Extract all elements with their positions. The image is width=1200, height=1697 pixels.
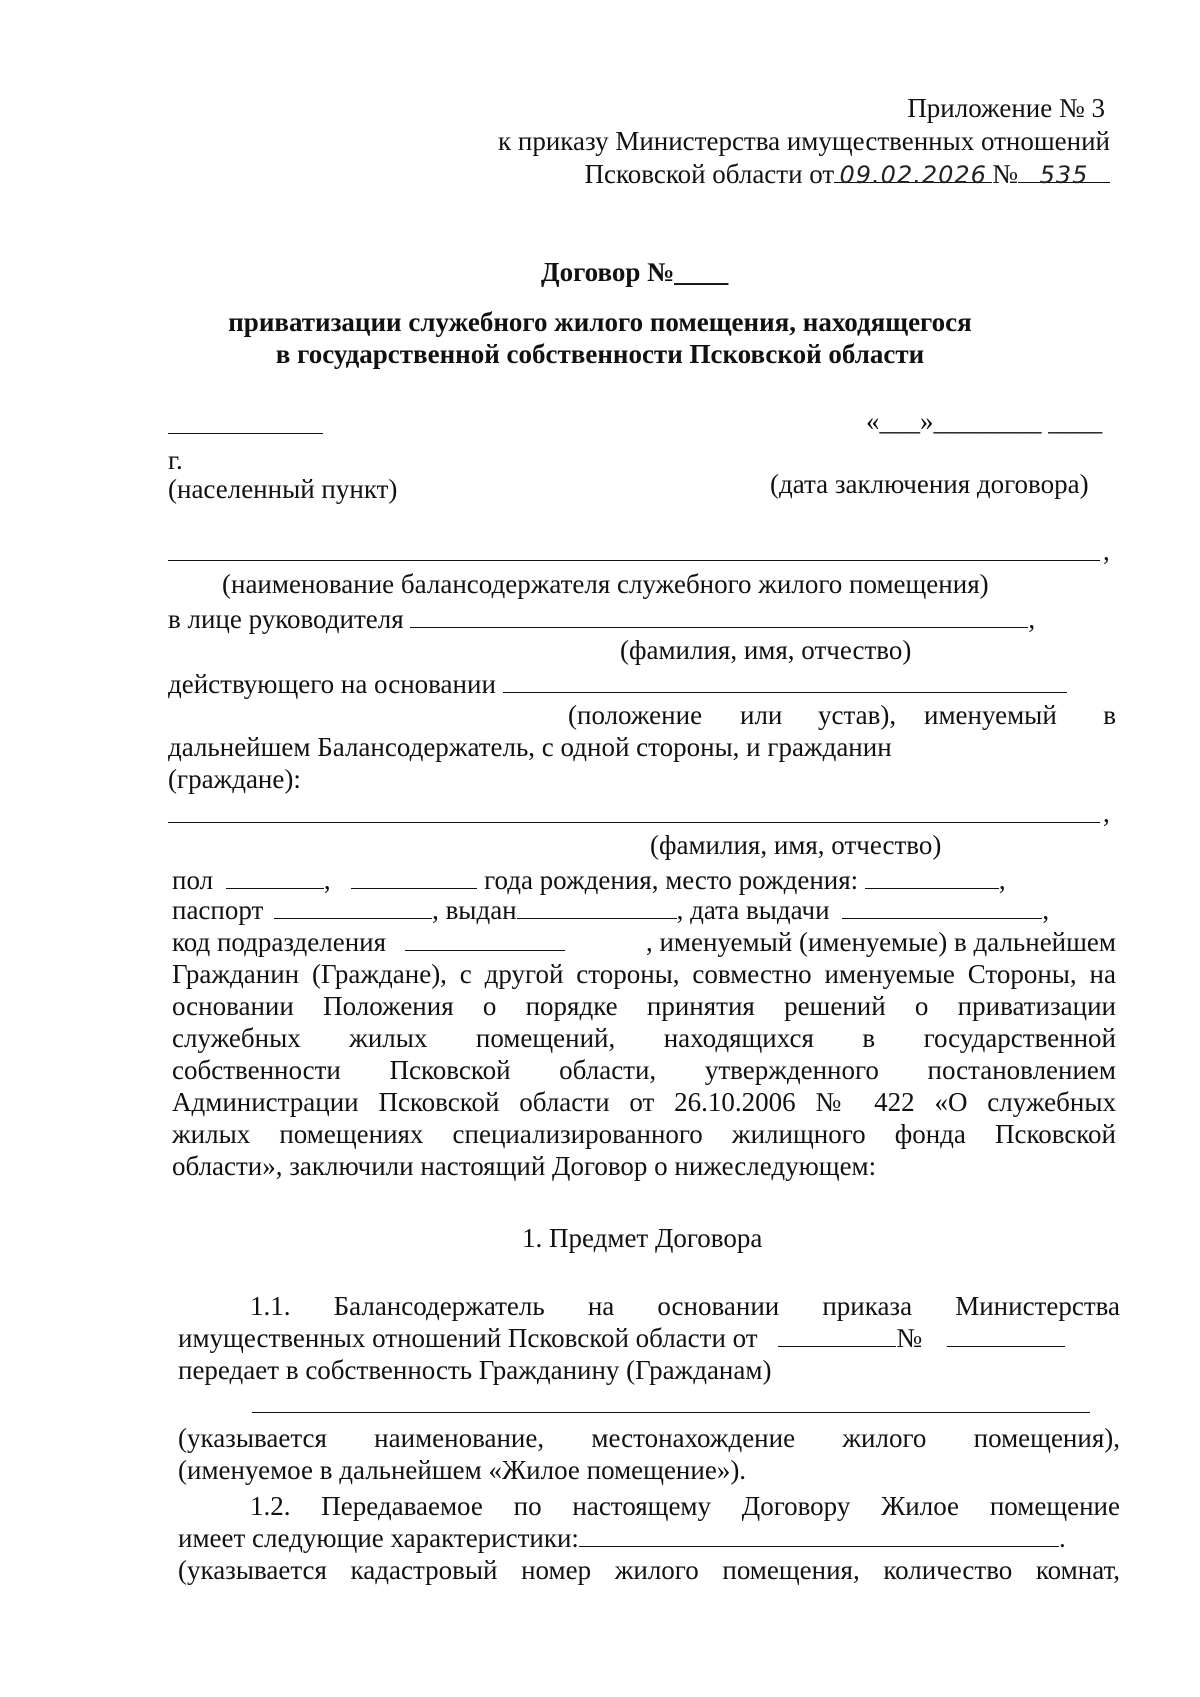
basis-label: действующего на основании [168, 669, 496, 699]
citizens-label: (граждане): [168, 764, 301, 794]
division-code-field [405, 926, 565, 951]
issue-date-comma: , [1042, 895, 1050, 925]
citizen-fio-line [168, 822, 1100, 823]
sex-birth-line [172, 864, 1006, 896]
clause-1-1-line4: (указывается наименование, местонахождение жилого помещения), [178, 1423, 1120, 1453]
issued-by-field [517, 894, 677, 919]
issue-date-field [842, 894, 1042, 919]
basis-caption-word3: устав), [818, 700, 897, 730]
clause-1-2-characteristics-field [579, 1522, 1059, 1547]
basis-line [168, 668, 1067, 700]
head-label: в лице руководителя [168, 604, 404, 634]
clause-1-1-ministry-text: имущественных отношений Псковской области от [178, 1323, 758, 1353]
head-fio-field [410, 603, 1028, 628]
parties-paragraph-line3: служебных жилых помещений, находящихся в государственной [172, 1023, 1116, 1053]
clause-1-1-no-label: № [896, 1323, 923, 1353]
balance-holder-comma: , [1103, 536, 1110, 566]
head-fio-caption: (фамилия, имя, отчество) [620, 635, 912, 665]
clause-1-2-characteristics-label: имеет следующие характеристики: [178, 1523, 579, 1553]
citizen-fio-comma: , [1103, 798, 1110, 828]
contract-subject-line1: приватизации служебного жилого помещения, находящегося [228, 307, 972, 337]
basis-caption-word5: в [1103, 700, 1116, 730]
contract-subject-line2: в государственной собственности Псковской области [275, 339, 925, 369]
issue-date-label: , дата выдачи [676, 895, 830, 925]
appendix-order-ref: к приказу Министерства имущественных отношений [498, 126, 1110, 156]
contract-date-field: «___»________ ____ [866, 406, 1103, 436]
head-line [168, 603, 1035, 635]
order-no-label: № [992, 159, 1018, 189]
passport-label: паспорт [172, 895, 264, 925]
sex-field [226, 864, 324, 889]
clause-1-1-premises-line [252, 1412, 1090, 1413]
appendix-region-prefix: Псковской области от [584, 159, 835, 189]
contract-date-caption: (дата заключения договора) [770, 469, 1089, 499]
clause-1-1-order-date-field [778, 1322, 896, 1347]
citizen-fio-caption: (фамилия, имя, отчество) [650, 830, 942, 860]
named-citizen-text: , именуемый (именуемые) в дальнейшем [645, 927, 1116, 957]
appendix-title: Приложение № 3 [907, 93, 1105, 123]
parties-paragraph-line7: области», заключили настоящий Договор о нижеследующем: [172, 1151, 877, 1181]
settlement-caption: (населенный пункт) [168, 474, 398, 504]
passport-field [274, 894, 432, 919]
clause-1-2-line1: 1.2. Передаваемое по настоящему Договору Жилое помещение [250, 1491, 1120, 1521]
clause-1-1-line3: передает в собственность Гражданину (Гражданам) [178, 1355, 772, 1385]
clause-1-1-line5: (именуемое в дальнейшем «Жилое помещение»). [178, 1455, 747, 1485]
order-date-field [834, 158, 992, 189]
order-date-handwritten: 09.02.2026 [839, 161, 987, 189]
order-number-handwritten: 535 [1039, 161, 1089, 189]
division-code-line [172, 926, 1116, 958]
clause-1-1-line2 [178, 1322, 1120, 1354]
division-code-label: код подразделения [172, 927, 387, 957]
order-number-field [1018, 158, 1110, 189]
parties-paragraph-line2: основании Положения о порядке принятия решений о приватизации [172, 991, 1116, 1021]
birth-place-comma: , [998, 865, 1006, 895]
clause-1-2-line3: (указывается кадастровый номер жилого помещения, количество комнат, [178, 1555, 1120, 1585]
clause-1-2-line2 [178, 1522, 1066, 1554]
section1-heading: 1. Предмет Договора [522, 1223, 763, 1253]
birth-year-field [351, 864, 477, 889]
appendix-order-date-line [585, 158, 1110, 190]
settlement-blank-line [168, 433, 323, 434]
sex-label: пол [172, 865, 214, 895]
birth-place-field [865, 864, 999, 889]
birth-place-label: года рождения, место рождения: [484, 865, 859, 895]
parties-paragraph-line4: собственности Псковской области, утвержденного постановлением [172, 1055, 1116, 1085]
basis-caption-word1: (положение [568, 700, 703, 730]
holder-definition-line: дальнейшем Балансодержатель, с одной стороны, и гражданин [168, 732, 892, 762]
parties-paragraph-line1: Гражданин (Граждане), с другой стороны, совместно именуемые Стороны, на [172, 959, 1116, 989]
clause-1-2-end-dot: . [1058, 1523, 1066, 1553]
balance-holder-line [168, 560, 1100, 561]
head-comma: , [1028, 604, 1036, 634]
issued-label: , выдан [432, 895, 517, 925]
contract-title: Договор №____ [541, 257, 729, 287]
basis-field [503, 668, 1067, 693]
parties-paragraph-line5: Администрации Псковской области от 26.10.2006 № 422 «О служебных [172, 1087, 1116, 1117]
parties-paragraph-line6: жилых помещениях специализированного жилищного фонда Псковской [172, 1119, 1116, 1149]
basis-caption-word4: именуемый [924, 700, 1057, 730]
sex-comma: , [323, 865, 331, 895]
clause-1-1-line1: 1.1. Балансодержатель на основании приказа Министерства [250, 1291, 1120, 1321]
passport-line [172, 894, 1049, 926]
basis-caption-word2: или [740, 700, 783, 730]
city-prefix: г. [168, 445, 183, 475]
clause-1-1-order-number-field [947, 1322, 1065, 1347]
balance-holder-caption: (наименование балансодержателя служебного жилого помещения) [222, 569, 989, 599]
